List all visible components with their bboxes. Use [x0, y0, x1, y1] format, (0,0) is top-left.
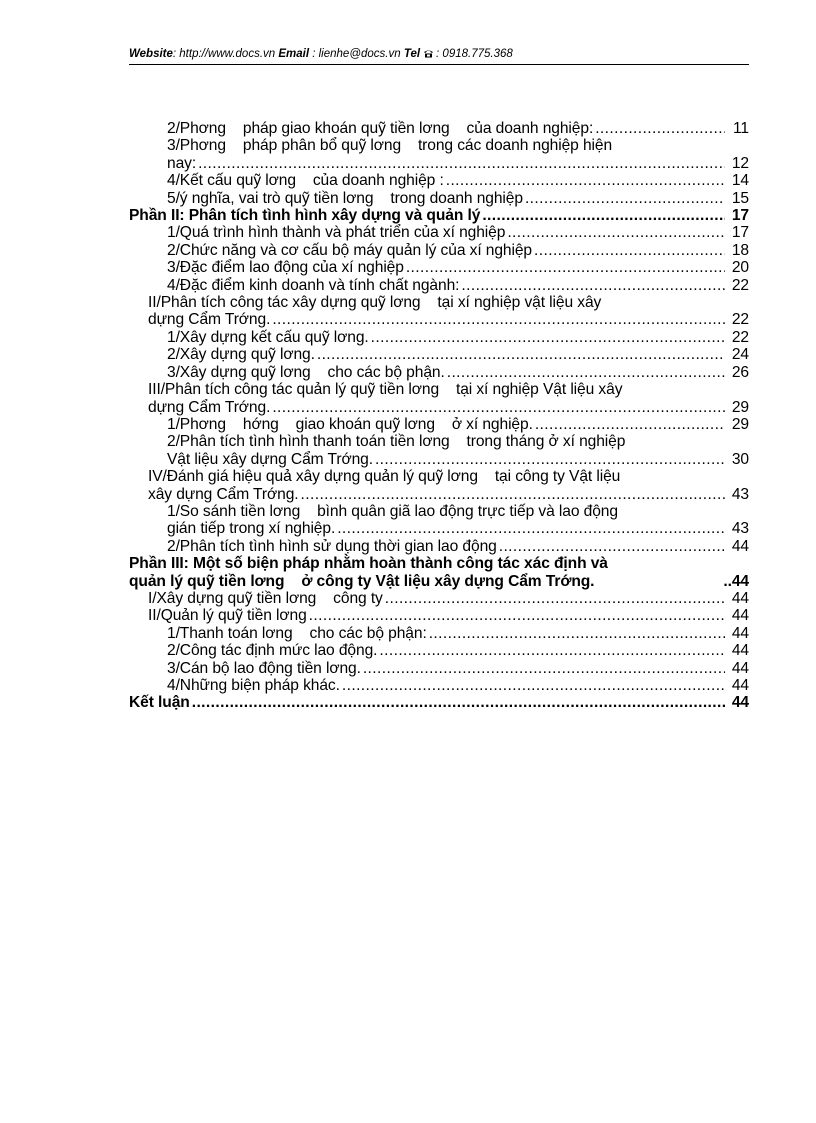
toc-entry [129, 120, 749, 137]
table-of-contents [129, 120, 749, 712]
toc-entry-text: 2/Phân tích tình hình thanh toán tiền lơng trong tháng ở xí nghiệp [167, 433, 626, 451]
toc-entry-text: 2/Phân tích tình hình sử dụng thời gian lao động [167, 537, 497, 555]
toc-page-number: ..44 [723, 572, 749, 590]
toc-entry-text: dựng Cẩm Trớng. [148, 398, 271, 416]
toc-entry [129, 503, 749, 538]
toc-page-number: 24 [731, 346, 749, 364]
toc-page-number: 22 [731, 276, 749, 294]
toc-entry-text: dựng Cẩm Trớng. [148, 311, 271, 329]
telephone-icon [423, 49, 434, 58]
toc-page-number: 30 [731, 450, 749, 468]
toc-entry-text: 2/Công tác định mức lao động. [167, 642, 378, 660]
toc-entry [129, 207, 749, 224]
toc-entry-text: I/Xây dựng quỹ tiền lơng công ty [148, 589, 383, 607]
toc-entry-text: II/Phân tích công tác xây dựng quỹ lơng tại xí nghiệp vật liệu xây [148, 294, 602, 312]
dot-leader [534, 242, 725, 259]
toc-entry-text: Phần III: Một số biện pháp nhằm hoàn thành công tác xác định và [129, 555, 608, 573]
dot-leader [507, 224, 725, 241]
email-value: : lienhe@docs.vn [309, 48, 401, 60]
toc-page-number: 15 [731, 189, 749, 207]
dot-leader [192, 694, 725, 711]
toc-page-number: 22 [731, 311, 749, 329]
toc-entry-text: 5/ý nghĩa, vai trò quỹ tiền lơng trong doanh nghiệp [167, 189, 523, 207]
toc-page-number: 44 [731, 624, 749, 642]
toc-entry [129, 694, 749, 711]
toc-entry [129, 468, 749, 503]
dot-leader [499, 538, 725, 555]
toc-page-number: 17 [731, 224, 749, 242]
toc-entry-text: 1/Quá trình hình thành và phát triển của xí nghiệp [167, 224, 506, 242]
tel-label: Tel [403, 48, 421, 60]
dot-leader [342, 677, 725, 694]
dot-leader [461, 277, 725, 294]
dot-leader [371, 329, 725, 346]
toc-page-number: 20 [731, 259, 749, 277]
toc-entry-text: 1/Phơng hớng giao khoán quỹ lơng ở xí nghiệp. [167, 415, 533, 433]
toc-entry-text: 2/Xây dựng quỹ lơng. [167, 346, 315, 364]
toc-page-number: 18 [731, 241, 749, 259]
toc-entry [129, 137, 749, 172]
toc-page-number: 44 [731, 659, 749, 677]
dot-leader [375, 451, 725, 468]
toc-entry-text: 4/Kết cấu quỹ lơng của doanh nghiệp : [167, 172, 444, 190]
toc-entry [129, 346, 749, 363]
toc-page-number: 44 [731, 607, 749, 625]
dot-leader [535, 416, 725, 433]
toc-entry-text: 1/Thanh toán lơng cho các bộ phận: [167, 624, 427, 642]
toc-entry [129, 625, 749, 642]
toc-entry-text: gián tiếp trong xí nghiệp. [167, 520, 336, 538]
toc-entry-text: 3/Phơng pháp phân bổ quỹ lơng trong các doanh nghiệp hiện [167, 137, 613, 155]
toc-entry [129, 642, 749, 659]
dot-leader [272, 311, 725, 328]
website-value: : http://www.docs.vn [172, 48, 276, 60]
toc-page-number: 44 [731, 694, 749, 712]
toc-entry [129, 555, 749, 590]
toc-entry-text: IV/Đánh giá hiệu quả xây dựng quản lý quỹ lơng tại công ty Vật liệu [148, 468, 621, 486]
toc-entry-text: 4/Những biện pháp khác. [167, 677, 340, 694]
dot-leader [595, 120, 725, 137]
header-divider [129, 64, 749, 65]
toc-entry-text: 4/Đặc điểm kinh doanh và tính chất ngành: [167, 276, 460, 294]
toc-entry [129, 538, 749, 555]
toc-entry [129, 677, 749, 694]
dot-leader [317, 346, 725, 363]
toc-page-number: 43 [731, 520, 749, 538]
toc-entry [129, 277, 749, 294]
dot-leader [447, 364, 725, 381]
toc-entry [129, 590, 749, 607]
toc-page-number: 14 [731, 172, 749, 190]
toc-entry [129, 660, 749, 677]
toc-page-number: 44 [731, 537, 749, 555]
toc-entry-text: 1/Xây dựng kết cấu quỹ lơng. [167, 328, 369, 346]
toc-page-number: 44 [731, 642, 749, 660]
toc-entry-text: 2/Chức năng và cơ cấu bộ máy quản lý của xí nghiệp [167, 241, 533, 259]
dot-leader [385, 590, 725, 607]
toc-page-number: 44 [731, 677, 749, 694]
dot-leader [301, 486, 725, 503]
toc-page-number: 11 [733, 120, 749, 137]
dot-leader [272, 399, 725, 416]
toc-entry-text: Kết luận [129, 694, 190, 712]
dot-leader [379, 642, 725, 659]
dot-leader [198, 155, 725, 172]
toc-entry-text: III/Phân tích công tác quản lý quỹ tiền lơng tại xí nghiệp Vật liệu xây [148, 381, 623, 399]
toc-entry-text: xây dựng Cẩm Trớng. [148, 485, 299, 503]
toc-entry-text: 3/Cán bộ lao động tiền lơng. [167, 659, 361, 677]
toc-entry-text: Vật liệu xây dựng Cẩm Trớng. [167, 450, 373, 468]
toc-entry [129, 381, 749, 416]
toc-page-number: 17 [731, 207, 749, 225]
toc-entry [129, 416, 749, 433]
toc-page-number: 12 [731, 154, 749, 172]
toc-entry [129, 607, 749, 624]
tel-value: : 0918.775.368 [436, 48, 513, 60]
toc-page-number: 43 [731, 485, 749, 503]
toc-page-number: 29 [731, 398, 749, 416]
toc-entry [129, 224, 749, 241]
email-label: Email [278, 48, 310, 60]
toc-entry [129, 294, 749, 329]
dot-leader [309, 607, 725, 624]
toc-entry [129, 329, 749, 346]
dot-leader [337, 520, 725, 537]
dot-leader [429, 625, 725, 642]
toc-entry [129, 364, 749, 381]
toc-entry [129, 433, 749, 468]
toc-entry-text: quản lý quỹ tiền lơng ở công ty Vật liệu xây dựng Cẩm Trớng. [129, 572, 595, 590]
toc-entry [129, 190, 749, 207]
toc-entry [129, 172, 749, 189]
toc-entry [129, 259, 749, 276]
toc-page-number: 26 [731, 363, 749, 381]
dot-leader [482, 207, 725, 224]
toc-entry-text: 3/Xây dựng quỹ lơng cho các bộ phận. [167, 363, 445, 381]
dot-leader [525, 190, 725, 207]
dot-leader [363, 660, 725, 677]
toc-entry-text: 3/Đặc điểm lao động của xí nghiệp [167, 259, 404, 277]
toc-entry [129, 242, 749, 259]
toc-page-number: 29 [731, 415, 749, 433]
toc-page-number: 44 [731, 589, 749, 607]
toc-entry-text: II/Quản lý quỹ tiền lơng [148, 607, 307, 625]
toc-page-number: 22 [731, 328, 749, 346]
toc-entry-text: Phần II: Phân tích tình hình xây dựng và quản lý [129, 207, 481, 225]
dot-leader [406, 259, 725, 276]
website-label: Website [129, 48, 173, 60]
toc-entry-text: 1/So sánh tiền lơng bình quân giã lao động trực tiếp và lao động [167, 502, 618, 520]
toc-entry-text: nay: [167, 154, 197, 172]
toc-entry-text: 2/Phơng pháp giao khoán quỹ tiền lơng của doanh nghiệp: [167, 120, 594, 137]
dot-leader [446, 172, 725, 189]
